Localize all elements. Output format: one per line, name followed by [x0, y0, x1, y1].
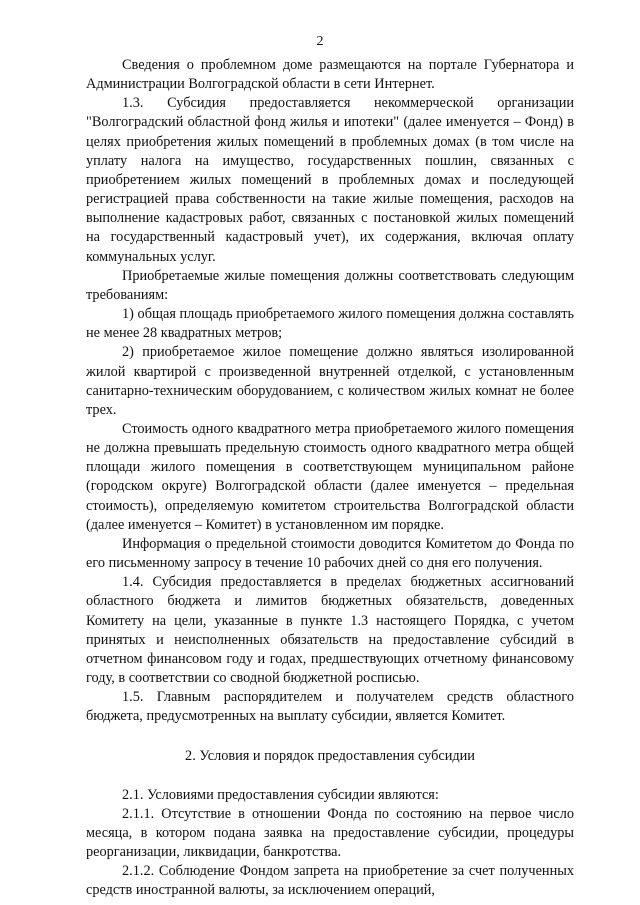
paragraph-requirement-2: 2) приобретаемое жилое помещение должно являться изолированной жилой квартирой с произведенной внутренней отделкой, с установленным санитарно-техническим оборудованием, с количеством жилых комнат не более трех. [86, 344, 574, 418]
paragraph-portal-info: Сведения о проблемном доме размещаются на портале Губернатора и Администрации Волгоградской области в сети Интернет. [86, 57, 574, 93]
paragraph-price-limit: Стоимость одного квадратного метра приобретаемого жилого помещения не должна превышать предельную стоимость одного квадратного метра общей площади жилого помещения в соответствующем муниципальном районе (городском округе) Волгоградской области (далее именуется – предельная стоимость), определяемую комитетом строительства Волгоградской области (далее именуется – Комитет) в установленном им порядке. [86, 420, 574, 533]
paragraph-price-info: Информация о предельной стоимости доводится Комитетом до Фонда по его письменному запросу в течение 10 рабочих дней со дня его получения. [86, 535, 574, 572]
page-number: 2 [316, 34, 324, 49]
paragraph-requirement-1: 1) общая площадь приобретаемого жилого помещения должна составлять не менее 28 квадратных метров; [86, 306, 574, 342]
section-heading: 2. Условия и порядок предоставления субсидии [185, 748, 475, 765]
paragraph-1-3: 1.3. Субсидия предоставляется некоммерческой организации "Волгоградский областной фонд жилья и ипотеки" (далее именуется – Фонд) в целях приобретения жилых помещений в проблемных домах (в том числе на уплату налога на имущество, государственных пошлин, связанных с приобретением жилых помещений в проблемных домах и последующей регистрацией права собственности на такие жилые помещения, расходов на выполнение кадастровых работ, связанных с постановкой жилых помещений на государственный кадастровый учет), их содержания, включая оплату коммунальных услуг. [86, 95, 574, 265]
paragraph-2-1-2: 2.1.2. Соблюдение Фондом запрета на приобретение за счет полученных средств иностранной валюты, за исключением операций, [86, 863, 574, 899]
section-spacer-bottom [86, 767, 574, 786]
document-body [86, 56, 574, 901]
paragraph-1-5: 1.5. Главным распорядителем и получателем средств областного бюджета, предусмотренных на выплату субсидии, является Комитет. [86, 689, 574, 725]
paragraph-2-1-1: 2.1.1. Отсутствие в отношении Фонда по состоянию на первое число месяца, в котором подана заявка на предоставление субсидии, процедуры реорганизации, ликвидации, банкротства. [86, 805, 574, 861]
paragraph-2-1: 2.1. Условиями предоставления субсидии являются: [122, 786, 439, 803]
section-spacer-top [86, 726, 574, 747]
paragraph-requirements-intro: Приобретаемые жилые помещения должны соответствовать следующим требованиям: [86, 267, 574, 303]
paragraph-1-4: 1.4. Субсидия предоставляется в пределах бюджетных ассигнований областного бюджета и лимитов бюджетных обязательств, доведенных Комитету на цели, указанные в пункте 1.3 настоящего Порядка, с учетом принятых и неисполненных обязательств на предоставление субсидий в отчетном финансовом году и годах, предшествующих отчетному финансовому году, в соответствии со сводной бюджетной росписью. [86, 574, 574, 686]
